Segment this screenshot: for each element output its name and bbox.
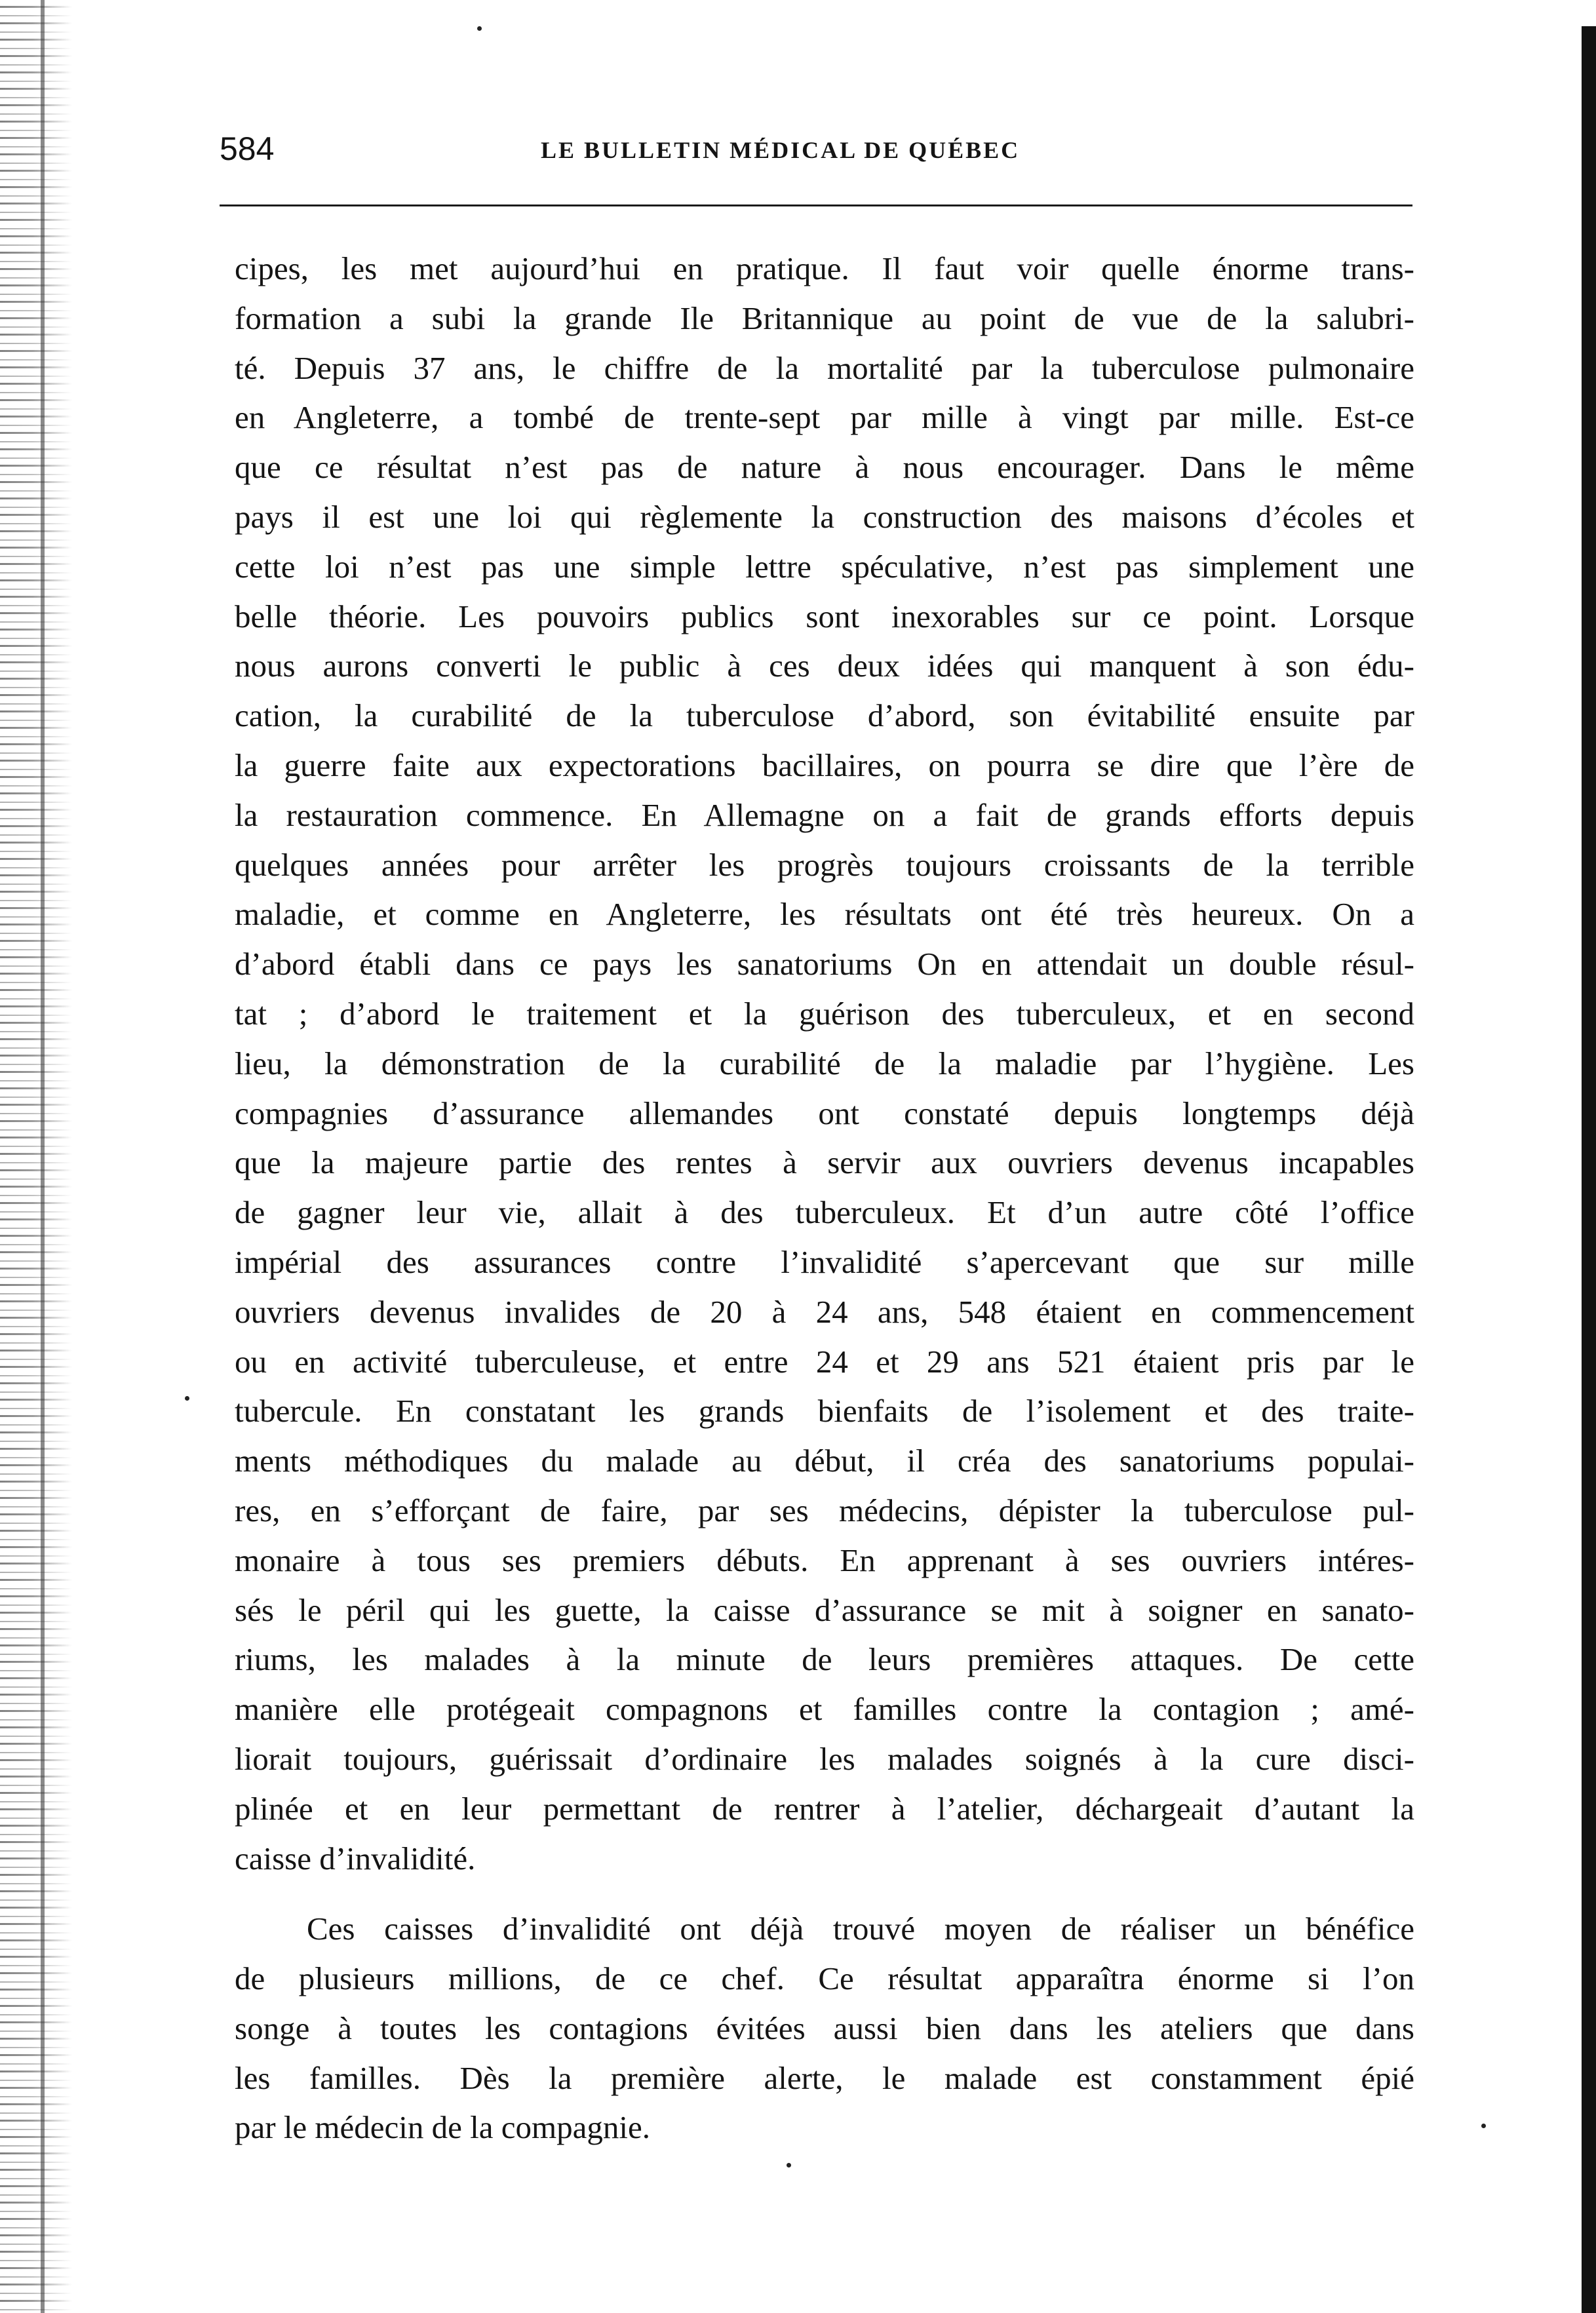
text-line: pays il est une loi qui règlemente la construction des maisons d’écoles et — [235, 498, 1414, 535]
text-line: sés le péril qui les guette, la caisse d’assurance se mit à soigner en sanato- — [235, 1591, 1414, 1628]
text-line: belle théorie. Les pouvoirs publics sont inexorables sur ce point. Lorsque — [235, 598, 1414, 634]
text-line: caisse d’invalidité. — [235, 1840, 476, 1876]
text-line: lieu, la démonstration de la curabilité de la maladie par l’hygiène. Les — [235, 1045, 1414, 1081]
text-line: songe à toutes les contagions évitées aussi bien dans les ateliers que dans — [235, 2010, 1414, 2046]
text-line: en Angleterre, a tombé de trente-sept par mille à vingt par mille. Est-ce — [235, 399, 1414, 436]
text-line: compagnies d’assurance allemandes ont constaté depuis longtemps déjà — [235, 1095, 1414, 1131]
scan-speck — [787, 2163, 791, 2167]
text-line: formation a subi la grande Ile Britannique au point de vue de la salubri- — [235, 300, 1414, 336]
text-line: que ce résultat n’est pas de nature à nous encourager. Dans le même — [235, 449, 1414, 486]
text-line: ouvriers devenus invalides de 20 à 24 ans, 548 étaient en commencement — [235, 1293, 1414, 1330]
paragraph-2 — [235, 1904, 1414, 2152]
text-line: la guerre faite aux expectorations bacillaires, on pourra se dire que l’ère de — [235, 747, 1414, 783]
text-line: res, en s’efforçant de faire, par ses médecins, dépister la tuberculose pul- — [235, 1492, 1414, 1528]
text-line: quelques années pour arrêter les progrès toujours croissants de la terrible — [235, 846, 1414, 883]
page-header — [220, 130, 1416, 182]
text-line: liorait toujours, guérissait d’ordinaire les malades soignés à la cure disci- — [235, 1740, 1414, 1777]
text-line: cation, la curabilité de la tuberculose d’abord, son évitabilité ensuite par — [235, 697, 1414, 734]
text-line: de gagner leur vie, allait à des tuberculeux. Et d’un autre côté l’office — [235, 1194, 1414, 1231]
scan-speck — [477, 26, 482, 31]
text-line: d’abord établi dans ce pays les sanatoriums On en attendait un double résul- — [235, 946, 1414, 982]
scan-left-edge-line — [41, 0, 45, 2313]
text-line: plinée et en leur permettant de rentrer à l’atelier, déchargeait d’autant la — [235, 1790, 1414, 1827]
text-line: Ces caisses d’invalidité ont déjà trouvé moyen de réaliser un bénéfice — [307, 1911, 1414, 1947]
text-line: monaire à tous ses premiers débuts. En apprenant à ses ouvriers intéres- — [235, 1542, 1414, 1578]
text-line: impérial des assurances contre l’invalidité s’apercevant que sur mille — [235, 1243, 1414, 1280]
text-line: de plusieurs millions, de ce chef. Ce résultat apparaîtra énorme si l’on — [235, 1960, 1414, 1997]
article-body — [235, 244, 1414, 2152]
scan-left-edge — [0, 0, 72, 2313]
text-line: manière elle protégeait compagnons et familles contre la contagion ; amé- — [235, 1691, 1414, 1728]
header-rule — [220, 204, 1412, 206]
text-line: ou en activité tuberculeuse, et entre 24 et 29 ans 521 étaient pris par le — [235, 1343, 1414, 1380]
text-line: la restauration commence. En Allemagne on a fait de grands efforts depuis — [235, 796, 1414, 833]
text-line: tat ; d’abord le traitement et la guérison des tuberculeux, et en second — [235, 995, 1414, 1032]
paragraph-1 — [235, 244, 1414, 1883]
text-line: par le médecin de la compagnie. — [235, 2109, 650, 2146]
text-line: maladie, et comme en Angleterre, les résultats ont été très heureux. On a — [235, 896, 1414, 933]
text-line: tubercule. En constatant les grands bienfaits de l’isolement et des traite- — [235, 1393, 1414, 1429]
text-line: cette loi n’est pas une simple lettre spéculative, n’est pas simplement une — [235, 548, 1414, 585]
page-number: 584 — [220, 130, 275, 167]
text-line: nous aurons converti le public à ces deux idées qui manquent à son édu- — [235, 648, 1414, 684]
scan-speck — [185, 1396, 189, 1401]
paragraph-gap — [235, 1883, 1414, 1904]
text-line: riums, les malades à la minute de leurs premières attaques. De cette — [235, 1641, 1414, 1678]
text-line: les familles. Dès la première alerte, le malade est constamment épié — [235, 2059, 1414, 2096]
text-line: té. Depuis 37 ans, le chiffre de la mortalité par la tuberculose pulmonaire — [235, 349, 1414, 386]
running-title: LE BULLETIN MÉDICAL DE QUÉBEC — [541, 137, 1021, 163]
scan-right-edge — [1582, 26, 1596, 2313]
text-line: cipes, les met aujourd’hui en pratique. Il faut voir quelle énorme trans- — [235, 250, 1414, 286]
text-line: que la majeure partie des rentes à servir aux ouvriers devenus incapables — [235, 1144, 1414, 1181]
text-line: ments méthodiques du malade au début, il créa des sanatoriums populai- — [235, 1443, 1414, 1479]
scan-speck — [1481, 2124, 1486, 2128]
